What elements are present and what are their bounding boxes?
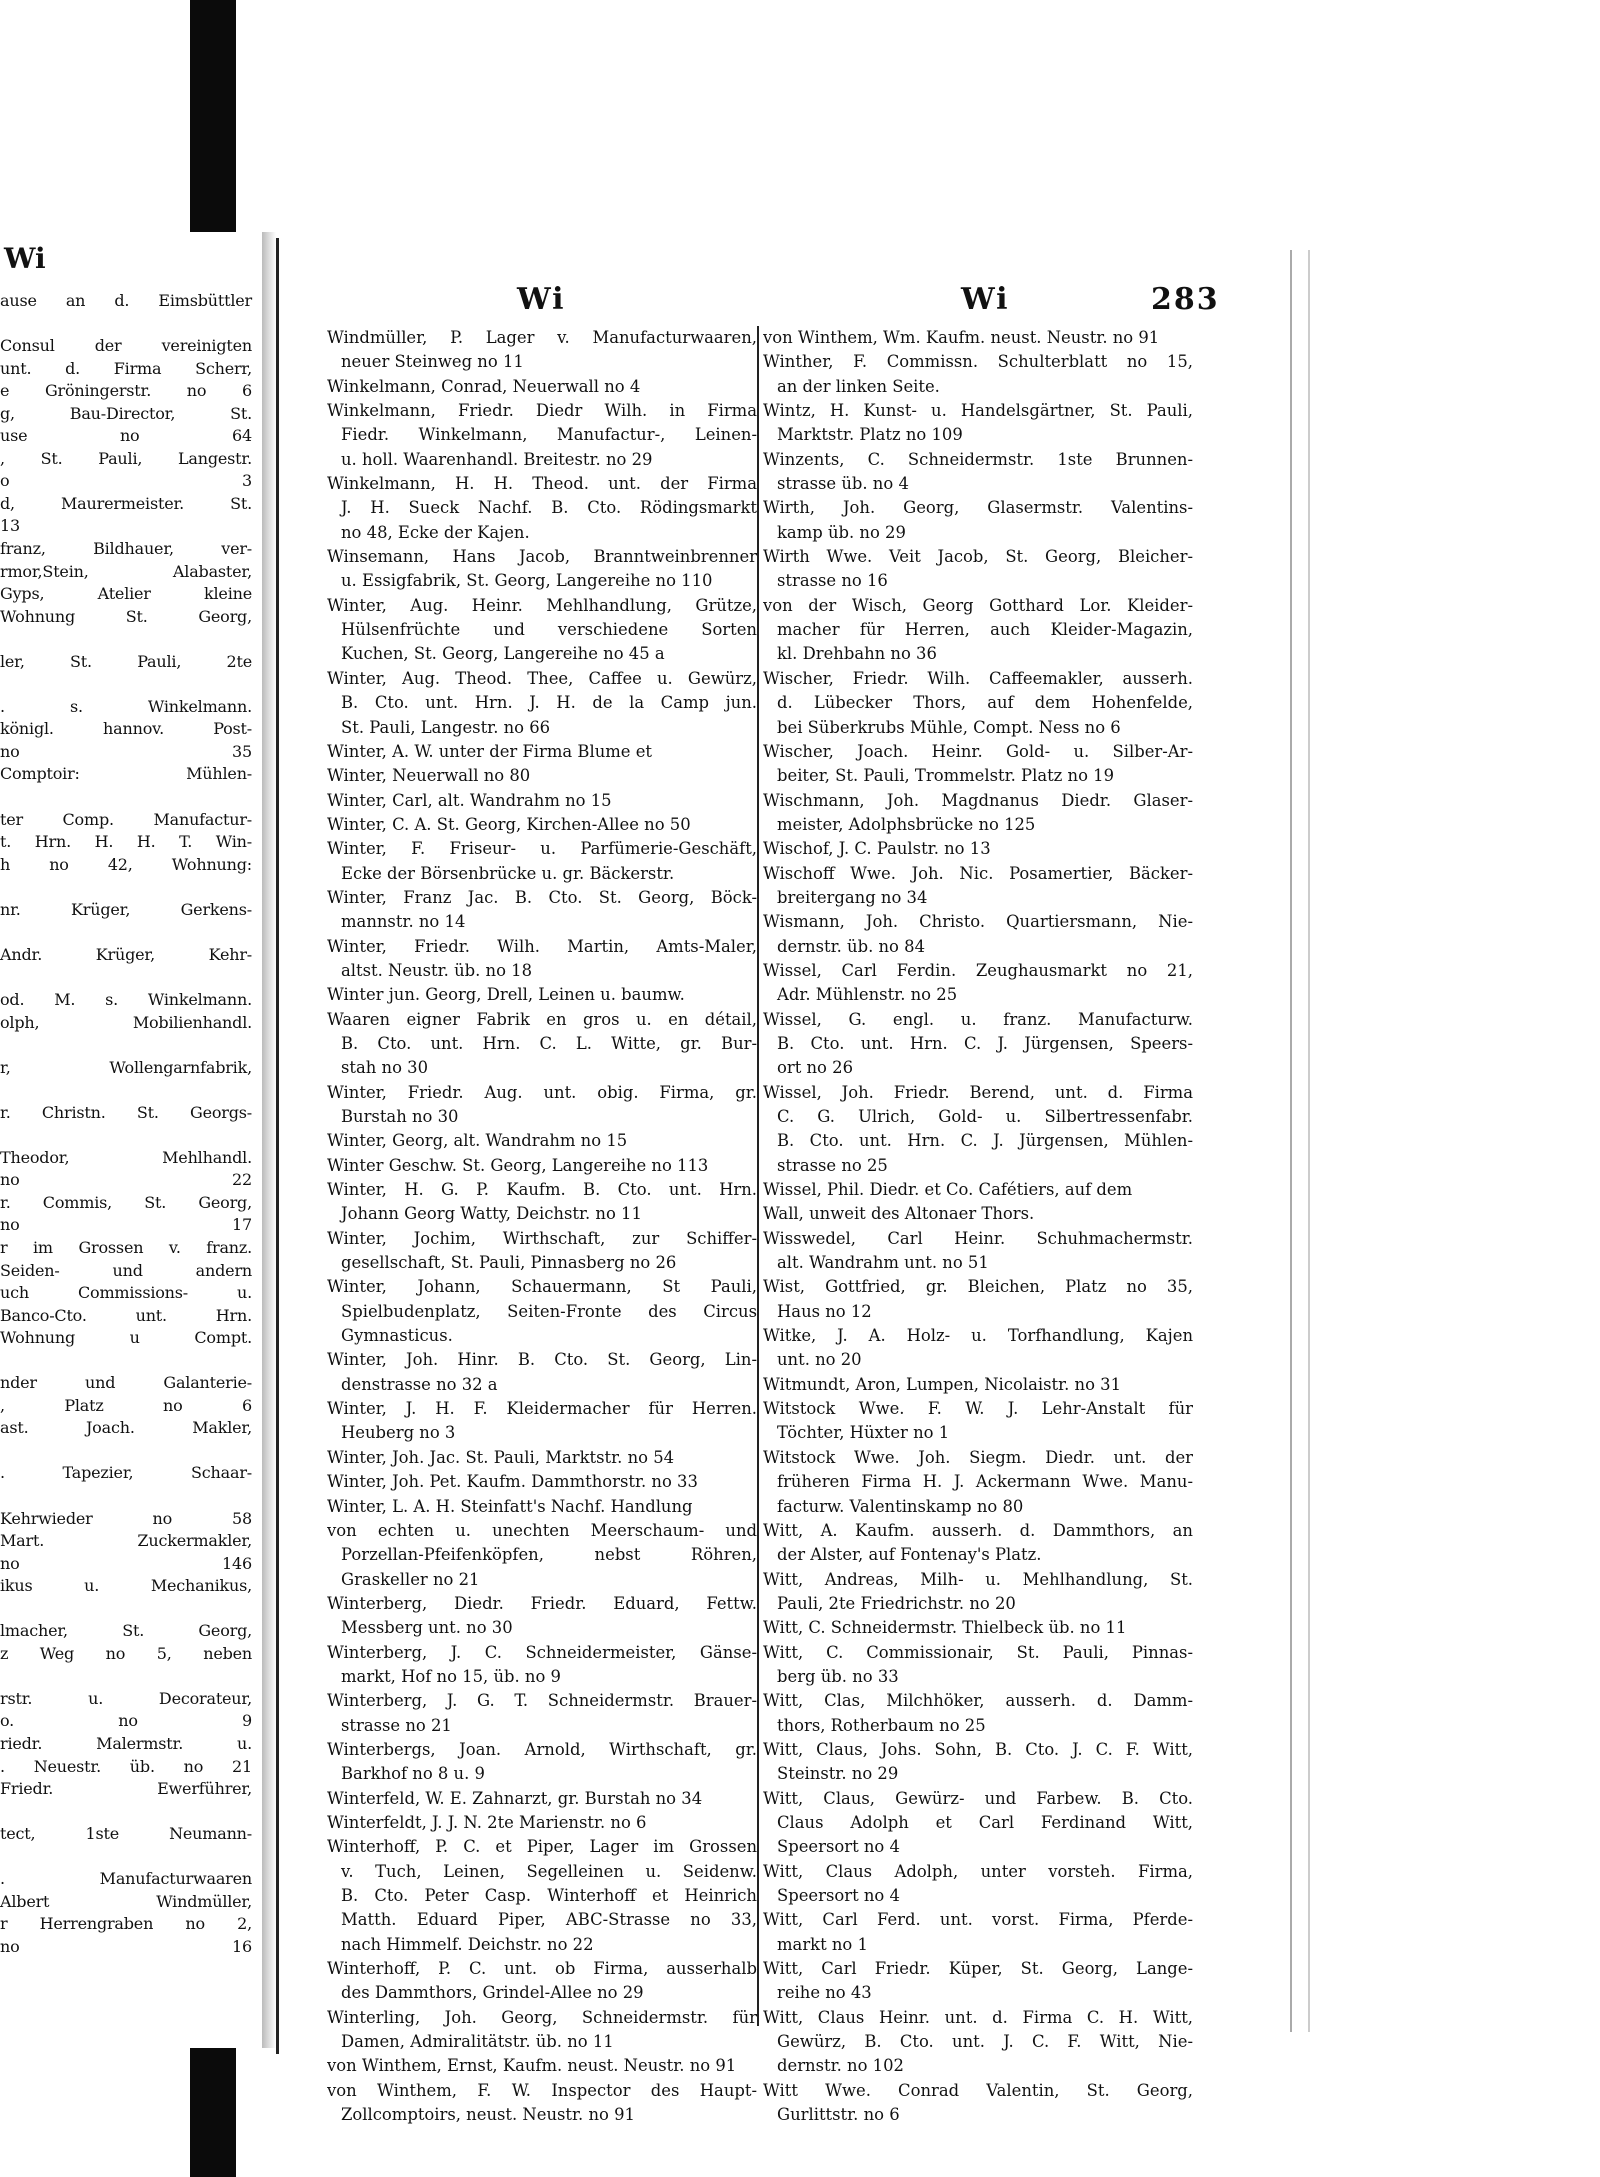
left-page-line: Theodor, Mehlhandl. xyxy=(0,1147,252,1167)
directory-entry-line: Witt, Claus, Gewürz- und Farbew. B. Cto. xyxy=(763,1788,1193,1808)
column-divider xyxy=(757,326,759,2026)
directory-entry-line: no 48, Ecke der Kajen. xyxy=(341,522,530,542)
directory-entry-line: Barkhof no 8 u. 9 xyxy=(341,1764,485,1784)
directory-entry-line: Steinstr. no 29 xyxy=(777,1764,899,1784)
directory-entry-line: Fiedr. Winkelmann, Manufactur-, Leinen- xyxy=(341,425,757,445)
left-page-line: Friedr. Ewerführer, xyxy=(0,1779,252,1799)
directory-entry-line: Winterberg, J. G. T. Schneidermstr. Brauer- xyxy=(327,1691,757,1711)
left-page-line xyxy=(0,921,262,944)
directory-entry-line: Winterberg, Diedr. Friedr. Eduard, Fettw. xyxy=(327,1593,757,1613)
directory-entry-line: Winter, Joh. Jac. St. Pauli, Marktstr. no 54 xyxy=(327,1447,675,1467)
left-page-line xyxy=(0,1485,262,1508)
directory-entry-line: Ecke der Börsenbrücke u. gr. Bäckerstr. xyxy=(341,863,675,883)
left-page-line: t. Hrn. H. H. T. Win- xyxy=(0,832,252,852)
left-page-line: franz, Bildhauer, ver- xyxy=(0,539,252,559)
directory-entry-line: Wissel, Carl Ferdin. Zeughausmarkt no 21, xyxy=(763,960,1193,980)
directory-entry-line: früheren Firma H. J. Ackermann Wwe. Manu- xyxy=(777,1472,1193,1492)
directory-entry-line: Zollcomptoirs, neust. Neustr. no 91 xyxy=(341,2105,635,2125)
directory-entry-line: Spielbudenplatz, Seiten-Fronte des Circus xyxy=(341,1301,757,1321)
left-page-line xyxy=(0,876,262,899)
left-page-line: Kehrwieder no 58 xyxy=(0,1508,252,1528)
left-page-line: tect, 1ste Neumann- xyxy=(0,1824,252,1844)
directory-entry-line: facturw. Valentinskamp no 80 xyxy=(777,1496,1024,1516)
left-page-line: unt. d. Firma Scherr, xyxy=(0,358,252,378)
directory-entry-line: Winter, Friedr. Aug. unt. obig. Firma, gr. xyxy=(327,1082,757,1102)
left-page-line xyxy=(0,1846,262,1869)
directory-entry-line: Wissel, Phil. Diedr. et Co. Cafétiers, auf dem xyxy=(763,1180,1133,1200)
directory-entry-line: Winterbergs, Joan. Arnold, Wirthschaft, gr. xyxy=(327,1739,757,1759)
directory-entry-line: ort no 26 xyxy=(777,1058,853,1078)
left-page-line: ause an d. Eimsbüttler xyxy=(0,291,252,310)
directory-entry-line: Wirth Wwe. Veit Jacob, St. Georg, Bleicher- xyxy=(763,547,1193,567)
left-page-line: . s. Winkelmann. xyxy=(0,696,252,716)
directory-entry-line: denstrasse no 32 a xyxy=(341,1374,498,1394)
left-page-line: . Neuestr. üb. no 21 xyxy=(0,1756,252,1776)
directory-entry-line: strasse no 25 xyxy=(777,1155,888,1175)
left-page-line: r. Christn. St. Georgs- xyxy=(0,1102,252,1122)
left-page-line: no 22 xyxy=(0,1170,252,1190)
directory-entry-line: Heuberg no 3 xyxy=(341,1423,456,1443)
left-page-line: . Tapezier, Schaar- xyxy=(0,1463,252,1483)
directory-entry-line: Winterfeldt, J. J. N. 2te Marienstr. no 6 xyxy=(327,1812,647,1832)
left-page-line: nr. Krüger, Gerkens- xyxy=(0,899,252,919)
directory-entry-line: Winter, Joh. Hinr. B. Cto. St. Georg, Lin- xyxy=(327,1350,757,1370)
directory-entry-line: Winter, Joh. Pet. Kaufm. Dammthorstr. no 33 xyxy=(327,1472,698,1492)
left-page-line: Albert Windmüller, xyxy=(0,1891,252,1911)
left-page-line: od. M. s. Winkelmann. xyxy=(0,989,252,1009)
left-page-line: Gyps, Atelier kleine xyxy=(0,584,252,604)
directory-entry-line: Winter, Jochim, Wirthschaft, zur Schiffer- xyxy=(327,1228,757,1248)
left-page-line xyxy=(0,1665,262,1688)
directory-entry-line: Kuchen, St. Georg, Langereihe no 45 a xyxy=(341,644,665,664)
directory-entry-line: Winter, Aug. Heinr. Mehlhandlung, Grütze, xyxy=(327,595,757,615)
directory-entry-line: Winter, A. W. unter der Firma Blume et xyxy=(327,741,652,761)
gutter xyxy=(262,232,276,2048)
directory-entry-line: Witt, A. Kaufm. ausserh. d. Dammthors, an xyxy=(763,1520,1193,1540)
left-page-line xyxy=(0,786,262,809)
directory-entry-line: nach Himmelf. Deichstr. no 22 xyxy=(341,1934,594,1954)
directory-entry-line: Marktstr. Platz no 109 xyxy=(777,425,963,445)
directory-entry-line: Witt, Carl Ferd. unt. vorst. Firma, Pferde- xyxy=(763,1910,1193,1930)
directory-entry-line: Winter jun. Georg, Drell, Leinen u. baumw. xyxy=(327,985,685,1005)
directory-entry-line: Winter, Neuerwall no 80 xyxy=(327,766,531,786)
directory-entry-line: Witt, Andreas, Milh- u. Mehlhandlung, St. xyxy=(763,1569,1193,1589)
left-page-line: , St. Pauli, Langestr. xyxy=(0,448,252,468)
directory-entry-line: Winterberg, J. C. Schneidermeister, Gänse- xyxy=(327,1642,757,1662)
directory-entry-line: bei Süberkrubs Mühle, Compt. Ness no 6 xyxy=(777,717,1121,737)
directory-entry-line: Wall, unweit des Altonaer Thors. xyxy=(763,1204,1035,1224)
right-page xyxy=(276,238,1309,2125)
left-page-line xyxy=(0,1350,262,1373)
directory-entry-line: breitergang no 34 xyxy=(777,887,928,907)
directory-entry-line: altst. Neustr. üb. no 18 xyxy=(341,960,533,980)
directory-entry-line: macher für Herren, auch Kleider-Magazin, xyxy=(777,620,1193,640)
left-page-line: ast. Joach. Makler, xyxy=(0,1418,252,1438)
directory-entry-line: Gewürz, B. Cto. unt. J. C. F. Witt, Nie- xyxy=(777,2032,1193,2052)
directory-entry-line: Witt, Claus, Johs. Sohn, B. Cto. J. C. F. Witt, xyxy=(763,1739,1193,1759)
directory-entry-line: Witt, Claus Heinr. unt. d. Firma C. H. Witt, xyxy=(763,2007,1193,2027)
left-page-line: ler, St. Pauli, 2te xyxy=(0,651,252,671)
left-page-line: r Herrengraben no 2, xyxy=(0,1914,252,1934)
directory-entry-line: Winter, C. A. St. Georg, Kirchen-Allee no 50 xyxy=(327,814,691,834)
directory-entry-line: Matth. Eduard Piper, ABC-Strasse no 33, xyxy=(341,1910,757,1930)
left-page-line xyxy=(0,966,262,989)
running-head-left: Wi xyxy=(517,282,566,317)
directory-entry-line: Winkelmann, Conrad, Neuerwall no 4 xyxy=(327,376,641,396)
directory-entry-line: v. Tuch, Leinen, Segelleinen u. Seidenw. xyxy=(341,1861,757,1881)
directory-entry-line: strasse no 21 xyxy=(341,1715,452,1735)
directory-entry-line: Witt Wwe. Conrad Valentin, St. Georg, xyxy=(763,2080,1193,2100)
directory-entry-line: Winkelmann, Friedr. Diedr Wilh. in Firma xyxy=(327,401,757,421)
left-page-line: d, Maurermeister. St. xyxy=(0,493,252,513)
directory-entry-line: Winsemann, Hans Jacob, Branntweinbrenner xyxy=(327,547,757,567)
directory-entry-line: Winther, F. Commissn. Schulterblatt no 15, xyxy=(763,352,1193,372)
directory-entry-line: markt, Hof no 15, üb. no 9 xyxy=(341,1666,561,1686)
left-page xyxy=(0,232,264,2048)
directory-entry-line: Witt, Carl Friedr. Küper, St. Georg, Lange- xyxy=(763,1959,1193,1979)
directory-entry-line: Wintz, H. Kunst- u. Handelsgärtner, St. Pauli, xyxy=(763,401,1193,421)
left-page-line: o 3 xyxy=(0,471,252,491)
directory-entry-line: Winterfeld, W. E. Zahnarzt, gr. Burstah no 34 xyxy=(327,1788,703,1808)
left-page-line: Banco-Cto. unt. Hrn. xyxy=(0,1305,252,1325)
directory-entry-line: thors, Rotherbaum no 25 xyxy=(777,1715,986,1735)
left-page-line: riedr. Malermstr. u. xyxy=(0,1734,252,1753)
left-page-line: lmacher, St. Georg, xyxy=(0,1621,252,1641)
left-page-line: z Weg no 5, neben xyxy=(0,1643,252,1663)
directory-entry-line: Wisswedel, Carl Heinr. Schuhmachermstr. xyxy=(763,1228,1193,1248)
directory-entry-line: St. Pauli, Langestr. no 66 xyxy=(341,717,551,737)
directory-entry-line: Winter, Carl, alt. Wandrahm no 15 xyxy=(327,790,612,810)
directory-entry-line: u. Essigfabrik, St. Georg, Langereihe no 110 xyxy=(341,571,713,591)
directory-entry-line: Winterling, Joh. Georg, Schneidermstr. für xyxy=(327,2007,757,2027)
page-edge xyxy=(1290,250,1310,2032)
left-page-line: no 17 xyxy=(0,1215,252,1235)
directory-entry-line: Gymnasticus. xyxy=(341,1326,453,1346)
directory-entry-line: Wischoff Wwe. Joh. Nic. Posamertier, Bäcker- xyxy=(763,863,1193,883)
directory-entry-line: Töchter, Hüxter no 1 xyxy=(777,1423,950,1443)
directory-entry-line: Winzents, C. Schneidermstr. 1ste Brunnen- xyxy=(763,449,1193,469)
directory-entry-line: Waaren eigner Fabrik en gros u. en détail, xyxy=(327,1009,757,1029)
directory-entry-line: B. Cto. Peter Casp. Winterhoff et Heinrich xyxy=(341,1886,757,1905)
directory-entry-line: berg üb. no 33 xyxy=(777,1666,899,1686)
left-page-line: olph, Mobilienhandl. xyxy=(0,1012,252,1032)
left-page-line: nder und Galanterie- xyxy=(0,1373,252,1393)
left-page-line: no 146 xyxy=(0,1553,252,1573)
left-page-line xyxy=(0,1598,262,1621)
directory-entry-line: dernstr. no 102 xyxy=(777,2056,904,2076)
directory-entry-line: Damen, Admiralitätstr. üb. no 11 xyxy=(341,2032,614,2052)
left-page-line: ikus u. Mechanikus, xyxy=(0,1576,252,1596)
directory-entry-line: Winter, Aug. Theod. Thee, Caffee u. Gewürz, xyxy=(327,668,757,688)
directory-entry-line: der Alster, auf Fontenay's Platz. xyxy=(777,1545,1042,1565)
left-page-line: 13 xyxy=(0,516,20,536)
directory-entry-line: meister, Adolphsbrücke no 125 xyxy=(777,814,1036,834)
running-head-right: Wi xyxy=(961,282,1010,317)
left-page-line: uch Commissions- u. xyxy=(0,1283,252,1303)
directory-entry-line: Winter, F. Friseur- u. Parfümerie-Geschäft, xyxy=(327,839,757,859)
directory-entry-line: von der Wisch, Georg Gotthard Lor. Kleider- xyxy=(763,595,1193,615)
directory-entry-line: C. G. Ulrich, Gold- u. Silbertressenfabr. xyxy=(777,1107,1193,1126)
directory-entry-line: Winterhoff, P. C. unt. ob Firma, ausserhalb xyxy=(327,1959,757,1979)
left-page-line: o. no 9 xyxy=(0,1711,252,1731)
directory-entry-line: von Winthem, F. W. Inspector des Haupt- xyxy=(327,2080,757,2100)
directory-entry-line: des Dammthors, Grindel-Allee no 29 xyxy=(341,1983,644,2003)
column-left xyxy=(327,326,757,2127)
directory-entry-line: beiter, St. Pauli, Trommelstr. Platz no 19 xyxy=(777,766,1115,786)
page-number: 283 xyxy=(1151,282,1220,317)
left-page-line xyxy=(0,628,262,651)
directory-entry-line: B. Cto. unt. Hrn. C. J. Jürgensen, Mühlen- xyxy=(777,1131,1193,1151)
directory-entry-line: Witke, J. A. Holz- u. Torfhandlung, Kajen xyxy=(763,1326,1193,1346)
directory-entry-line: strasse üb. no 4 xyxy=(777,474,909,494)
directory-entry-line: J. H. Sueck Nachf. B. Cto. Rödingsmarkt xyxy=(341,498,757,518)
directory-entry-line: Johann Georg Watty, Deichstr. no 11 xyxy=(341,1204,642,1224)
directory-entry-line: Hülsenfrüchte und verschiedene Sorten xyxy=(341,620,757,640)
directory-entry-line: von Winthem, Ernst, Kaufm. neust. Neustr. no 91 xyxy=(327,2056,737,2076)
directory-entry-line: Witt, Claus Adolph, unter vorsteh. Firma, xyxy=(763,1861,1193,1881)
directory-entry-line: Gurlittstr. no 6 xyxy=(777,2105,900,2125)
directory-entry-line: reihe no 43 xyxy=(777,1983,872,2003)
directory-entry-line: Winterhoff, P. C. et Piper, Lager im Grossen xyxy=(327,1837,757,1857)
left-page-line: rstr. u. Decorateur, xyxy=(0,1688,252,1708)
directory-entry-line: alt. Wandrahm unt. no 51 xyxy=(777,1253,989,1273)
directory-entry-line: Wissel, Joh. Friedr. Berend, unt. d. Firma xyxy=(763,1082,1193,1102)
directory-entry-line: Witmundt, Aron, Lumpen, Nicolaistr. no 31 xyxy=(763,1374,1122,1394)
directory-entry-line: Winter, L. A. H. Steinfatt's Nachf. Handlung xyxy=(327,1496,693,1516)
left-page-line: Andr. Krüger, Kehr- xyxy=(0,944,252,964)
left-page-line xyxy=(0,313,262,336)
directory-entry-line: Porzellan-Pfeifenköpfen, nebst Röhren, xyxy=(341,1545,757,1565)
left-page-line: Seiden- und andern xyxy=(0,1260,252,1280)
directory-entry-line: Winter, Georg, alt. Wandrahm no 15 xyxy=(327,1131,628,1151)
left-page-line: no 16 xyxy=(0,1936,252,1956)
directory-entry-line: Winter, J. H. F. Kleidermacher für Herren. xyxy=(327,1399,757,1419)
directory-entry-line: Wischer, Friedr. Wilh. Caffeemakler, ausserh. xyxy=(763,668,1193,688)
directory-entry-line: kamp üb. no 29 xyxy=(777,522,906,542)
directory-entry-line: von Winthem, Wm. Kaufm. neust. Neustr. no 91 xyxy=(763,328,1160,347)
left-page-line: Consul der vereinigten xyxy=(0,336,252,356)
directory-entry-line: Witt, C. Commissionair, St. Pauli, Pinnas- xyxy=(763,1642,1193,1662)
directory-entry-line: B. Cto. unt. Hrn. C. L. Witte, gr. Bur- xyxy=(341,1033,757,1053)
left-page-line xyxy=(0,1079,262,1102)
directory-entry-line: B. Cto. unt. Hrn. J. H. de la Camp jun. xyxy=(341,693,757,713)
directory-entry-line: Winter, Franz Jac. B. Cto. St. Georg, Böck- xyxy=(327,887,757,907)
left-page-line: ter Comp. Manufactur- xyxy=(0,809,252,829)
left-page-lines xyxy=(0,290,262,1958)
directory-entry-line: Winter, H. G. P. Kaufm. B. Cto. unt. Hrn. xyxy=(327,1180,757,1200)
directory-entry-line: an der linken Seite. xyxy=(777,376,940,396)
left-page-line xyxy=(0,1801,262,1824)
directory-entry-line: Speersort no 4 xyxy=(777,1886,900,1905)
directory-entry-line: d. Lübecker Thors, auf dem Hohenfelde, xyxy=(777,693,1193,713)
directory-entry-line: neuer Steinweg no 11 xyxy=(341,352,524,372)
directory-entry-line: markt no 1 xyxy=(777,1934,868,1954)
left-page-line xyxy=(0,1124,262,1147)
directory-entry-line: Winter Geschw. St. Georg, Langereihe no 113 xyxy=(327,1155,709,1175)
directory-entry-line: Winter, Friedr. Wilh. Martin, Amts-Maler, xyxy=(327,936,757,956)
left-page-line: h no 42, Wohnung: xyxy=(0,854,252,874)
directory-entry-line: stah no 30 xyxy=(341,1058,429,1078)
directory-entry-line: Winkelmann, H. H. Theod. unt. der Firma xyxy=(327,474,757,494)
left-page-line xyxy=(0,1034,262,1057)
directory-entry-line: Claus Adolph et Carl Ferdinand Witt, xyxy=(777,1812,1193,1832)
left-page-line: Comptoir: Mühlen- xyxy=(0,764,252,784)
left-page-line xyxy=(0,1440,262,1463)
directory-entry-line: Wismann, Joh. Christo. Quartiersmann, Nie- xyxy=(763,912,1193,932)
directory-entry-line: Burstah no 30 xyxy=(341,1107,459,1126)
left-page-line: . Manufacturwaaren xyxy=(0,1869,252,1889)
left-page-line: , Platz no 6 xyxy=(0,1395,252,1415)
directory-entry-line: Witt, Clas, Milchhöker, ausserh. d. Damm- xyxy=(763,1691,1193,1711)
directory-entry-line: mannstr. no 14 xyxy=(341,912,466,932)
directory-entry-line: Wischer, Joach. Heinr. Gold- u. Silber-Ar- xyxy=(763,741,1193,761)
left-page-line: Wohnung St. Georg, xyxy=(0,606,252,626)
directory-entry-line: kl. Drehbahn no 36 xyxy=(777,644,937,664)
directory-entry-line: Witt, C. Schneidermstr. Thielbeck üb. no 11 xyxy=(763,1618,1127,1638)
left-page-line: r im Grossen v. franz. xyxy=(0,1237,252,1257)
directory-entry-line: Witstock Wwe. F. W. J. Lehr-Anstalt für xyxy=(763,1399,1193,1419)
left-page-line: Wohnung u Compt. xyxy=(0,1328,252,1348)
directory-entry-line: Windmüller, P. Lager v. Manufacturwaaren, xyxy=(327,328,757,347)
directory-entry-line: Pauli, 2te Friedrichstr. no 20 xyxy=(777,1593,1016,1613)
left-page-line: Mart. Zuckermakler, xyxy=(0,1531,252,1551)
left-page-line: r. Commis, St. Georg, xyxy=(0,1192,252,1212)
left-running-head: Wi xyxy=(4,242,46,275)
left-page-line: g, Bau-Director, St. xyxy=(0,403,252,423)
left-page-line: königl. hannov. Post- xyxy=(0,719,252,739)
directory-entry-line: Adr. Mühlenstr. no 25 xyxy=(777,985,958,1005)
directory-entry-line: Wischmann, Joh. Magdnanus Diedr. Glaser- xyxy=(763,790,1193,810)
directory-entry-line: unt. no 20 xyxy=(777,1350,862,1370)
left-page-line: e Gröningerstr. no 6 xyxy=(0,381,252,401)
directory-entry-line: u. holl. Waarenhandl. Breitestr. no 29 xyxy=(341,449,653,469)
directory-entry-line: Haus no 12 xyxy=(777,1301,872,1321)
column-right xyxy=(763,326,1193,2127)
directory-entry-line: Wissel, G. engl. u. franz. Manufacturw. xyxy=(763,1009,1193,1029)
directory-entry-line: Wischof, J. C. Paulstr. no 13 xyxy=(763,839,991,859)
directory-entry-line: dernstr. üb. no 84 xyxy=(777,936,925,956)
directory-entry-line: strasse no 16 xyxy=(777,571,888,591)
directory-entry-line: Witstock Wwe. Joh. Siegm. Diedr. unt. der xyxy=(763,1447,1193,1467)
directory-entry-line: Graskeller no 21 xyxy=(341,1569,480,1589)
directory-entry-line: Wirth, Joh. Georg, Glasermstr. Valentins- xyxy=(763,498,1193,518)
directory-entry-line: Winter, Johann, Schauermann, St Pauli, xyxy=(327,1277,757,1297)
directory-entry-line: von echten u. unechten Meerschaum- und xyxy=(327,1520,757,1540)
left-page-line: no 35 xyxy=(0,741,252,761)
left-page-line: use no 64 xyxy=(0,426,252,446)
left-page-line: rmor,Stein, Alabaster, xyxy=(0,561,252,581)
left-page-line: r, Wollengarnfabrik, xyxy=(0,1057,252,1077)
directory-entry-line: Messberg unt. no 30 xyxy=(341,1618,513,1638)
directory-entry-line: B. Cto. unt. Hrn. C. J. Jürgensen, Speers- xyxy=(777,1033,1193,1053)
directory-entry-line: gesellschaft, St. Pauli, Pinnasberg no 26 xyxy=(341,1253,677,1273)
directory-entry-line: Speersort no 4 xyxy=(777,1837,900,1857)
directory-entry-line: Wist, Gottfried, gr. Bleichen, Platz no 35, xyxy=(763,1277,1193,1297)
left-page-line xyxy=(0,673,262,696)
